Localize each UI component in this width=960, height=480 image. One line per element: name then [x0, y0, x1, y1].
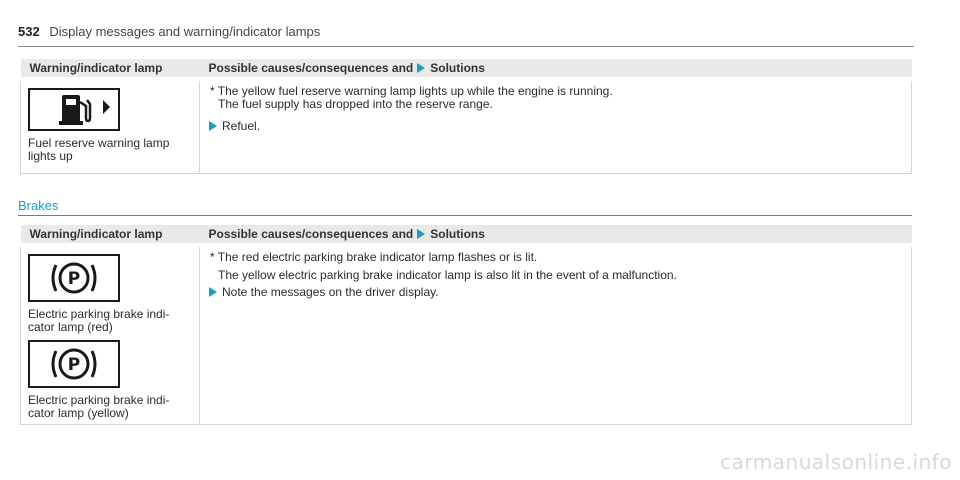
column-header-lamp: Warning/indicator lamp: [21, 59, 200, 79]
action-text: Refuel.: [222, 119, 261, 133]
table-header-row: [21, 59, 912, 79]
parking-brake-yellow-label: [28, 394, 178, 420]
parking-brake-icon: [28, 254, 120, 302]
cause-line-1: The yellow fuel reserve warning lamp lights up while the engine is running.: [217, 84, 613, 98]
solutions-header-text: Solutions: [430, 227, 485, 241]
lamp-cell: [21, 245, 200, 425]
cause-marker: *: [210, 84, 215, 98]
cause-marker: *: [210, 250, 215, 264]
parking-brake-icon: [28, 340, 120, 388]
page-header-title: Display messages and warning/indicator lamps: [49, 24, 321, 39]
page-header: [18, 24, 914, 47]
cause-cell: [200, 79, 912, 173]
svg-text:P: P: [67, 355, 81, 375]
parking-brake-red-label: [28, 308, 178, 334]
table-header-row: [21, 225, 912, 245]
cause-line-2: The yellow electric parking brake indicator lamp is also lit in the event of a malfunction.: [218, 268, 677, 282]
site-footer: carmanualsonline.info: [720, 450, 952, 474]
table-row: [21, 245, 912, 425]
solution-arrow-icon: [417, 229, 425, 239]
cause-text: [207, 251, 905, 264]
action-item: [207, 286, 905, 299]
solution-arrow-icon: [417, 63, 425, 73]
column-header-causes: [200, 225, 912, 245]
solutions-header-text: Solutions: [430, 61, 485, 75]
fuel-lamp-label: Fuel reserve warning lamp lights up: [28, 136, 170, 163]
table-row: [21, 79, 912, 173]
fuel-warning-table: [20, 59, 912, 174]
brakes-warning-table: [20, 225, 912, 425]
svg-text:P: P: [67, 269, 81, 289]
action-arrow-icon: [209, 287, 217, 297]
column-header-lamp: Warning/indicator lamp: [21, 225, 200, 245]
section-heading-brakes: [18, 198, 912, 216]
cause-line-2: The fuel supply has dropped into the reserve range.: [218, 97, 493, 111]
action-text: Note the messages on the driver display.: [222, 285, 439, 299]
lamp-cell: [21, 79, 200, 173]
action-item: [207, 120, 905, 133]
label-line-2: cator lamp (red): [28, 320, 113, 334]
column-header-causes: [200, 59, 912, 79]
causes-header-text: Possible causes/consequences and: [208, 61, 414, 75]
cause-cell: [200, 245, 912, 425]
section-title: Brakes: [18, 198, 59, 213]
label-line-2: cator lamp (yellow): [28, 406, 129, 420]
cause-line-1: The red electric parking brake indicator lamp flashes or is lit.: [217, 250, 538, 264]
label-line-1: Electric parking brake indi-: [28, 307, 170, 321]
fuel-pump-icon: [28, 88, 120, 131]
label-line-1: Electric parking brake indi-: [28, 393, 170, 407]
causes-header-text: Possible causes/consequences and: [208, 227, 414, 241]
page-number: 532: [18, 24, 40, 39]
action-arrow-icon: [209, 121, 217, 131]
